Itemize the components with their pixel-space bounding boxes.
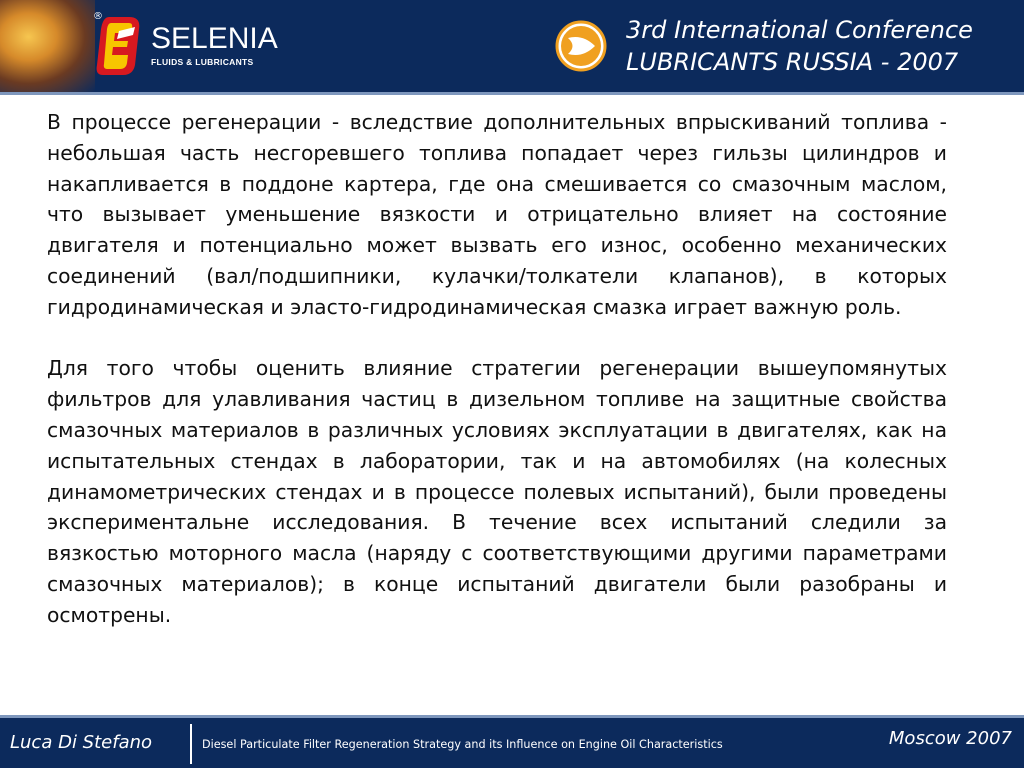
selenia-logo-icon-graphic xyxy=(95,13,143,77)
selenia-logo xyxy=(95,12,278,78)
conference-title-line1: 3rd International Conference xyxy=(626,16,973,44)
header-glow-decoration xyxy=(0,0,95,92)
conference-play-icon-graphic xyxy=(555,20,607,72)
footer-separator xyxy=(190,724,192,764)
selenia-logo-icon xyxy=(95,13,143,77)
body-paragraph-2: Для того чтобы оценить влияние стратегии регенерации вышеупомянутых фильтров для улавливания частиц в дизельном топливе на защитные свойства смазочных материалов в различных условиях эксплуатации в двигателях, как на испытательных стендах в лаборатории, так и на автомобилях (на колесных динамометрических стендах и в процессе полевых испытаний), были проведены экспериментальне исследования. В течение всех испытаний следили за вязкостью моторного масла (наряду с соответствующими другими параметрами смазочных материалов); в конце испытаний двигатели были разобраны и осмотрены. xyxy=(47,356,947,627)
slide-header xyxy=(0,0,1024,92)
conference-title-line2: LUBRICANTS RUSSIA - 2007 xyxy=(626,48,959,76)
footer-presentation-title: Diesel Particulate Filter Regeneration Strategy and its Influence on Engine Oil Characteristics xyxy=(202,738,723,751)
body-paragraph-1: В процессе регенерации - вследствие дополнительных впрыскиваний топлива - небольшая часть несгоревшего топлива попадает через гильзы цилиндров и накапливается в поддоне картера, где она смешивается со смазочным маслом, что вызывает уменьшение вязкости и отрицательно влияет на состояние двигателя и потенциально может вызвать его износ, особенно механических соединений (вал/подшипники, кулачки/толкатели клапанов), в которых гидродинамическая и эласто-гидродинамическая смазка играет важную роль. xyxy=(47,110,947,319)
registered-mark: ® xyxy=(93,11,103,22)
conference-title xyxy=(626,14,1011,78)
logo-name: SELENIA xyxy=(151,22,278,55)
header-divider xyxy=(0,92,1024,95)
logo-tagline: FLUIDS & LUBRICANTS xyxy=(151,57,254,67)
conference-play-icon xyxy=(555,20,607,72)
logo-text xyxy=(151,23,278,67)
slide-body xyxy=(47,107,947,631)
footer-place-date: Moscow 2007 xyxy=(888,728,1012,749)
footer-author: Luca Di Stefano xyxy=(10,732,153,753)
slide-footer xyxy=(0,718,1024,768)
